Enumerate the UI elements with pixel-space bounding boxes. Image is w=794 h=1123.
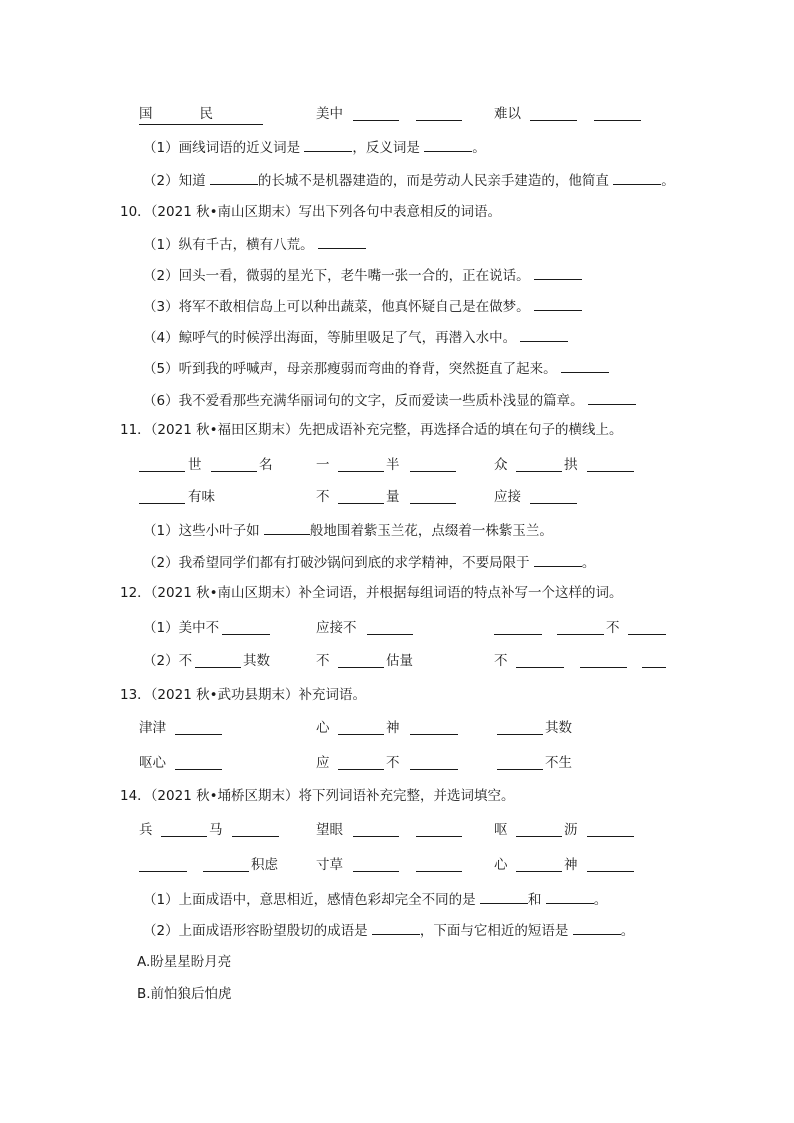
blank bbox=[338, 457, 384, 472]
blank bbox=[338, 755, 384, 770]
blank bbox=[530, 106, 577, 121]
blank bbox=[211, 457, 257, 472]
blank bbox=[494, 620, 542, 635]
blank bbox=[530, 489, 577, 504]
blank bbox=[416, 106, 462, 121]
blank bbox=[561, 358, 609, 373]
blank bbox=[516, 822, 562, 837]
blank bbox=[195, 653, 241, 668]
blank bbox=[318, 234, 366, 249]
blank bbox=[410, 755, 458, 770]
blank bbox=[139, 489, 185, 504]
blank bbox=[338, 653, 384, 668]
blank bbox=[480, 889, 528, 904]
blank bbox=[557, 620, 604, 635]
blank bbox=[587, 822, 634, 837]
blank bbox=[203, 857, 249, 872]
underlined-word-guo-min: 国 民 bbox=[139, 104, 263, 125]
blank bbox=[516, 457, 562, 472]
blank bbox=[587, 457, 634, 472]
blank bbox=[139, 857, 187, 872]
blank bbox=[139, 457, 185, 472]
blank bbox=[416, 857, 462, 872]
blank bbox=[264, 520, 310, 535]
word-meizhong: 美中 bbox=[316, 106, 343, 122]
blank bbox=[175, 720, 222, 735]
worksheet-page: 国 民 美中 难以 （1）画线词语的近义词是 ，反义词是 。 （2）知道 的长城不是机器建造的，而是劳动人民亲手建造的，他简直 。 10．（2021 秋•南山区期末）写出下列各句中表意相反的词语。 （1）纵有千古，横有八荒。 （2）回头一看，微弱的星光下，老牛嘴一张一合的，正在说话。 （3）将军不敢相信岛上可以种出蔬菜，他真怀疑自己是在做梦。 （4）鲸呼气的时候浮出海面，等肺里吸足了气，再潜入水中。 （5）听到我的呼喊声，母亲那瘦弱而弯曲的脊背，突然挺直了起来。 （6）我不爱看那些充满华丽词句的文字，反而爱读一些质朴浅显的篇章。 11．（2021 秋•福田区期末）先把成语补充完整，再选择合适的填在句子的横线上。 世 名 一 半 众 拱 有味 不 量 应接 （1）这些小叶子如 般地围着紫玉兰花，点缀着一株紫玉兰。 （2）我希望同学们都有打破沙锅问到底的求学精神，不要局限于 。 12．（2021 秋•南山区期末）补全词语，并根据每组词语的特点补写一个这样的词。 （1）美中不 应接不 不 （2）不 其数 不 估量 不 13．（2021 秋•武功县期末）补充词语。 津津 心 神 其数 呕心 应 不 不生 14．（2021 秋•埇桥区期末）将下列词语补充完整，并选词填空。 兵 马 望眼 呕 沥 积虑 寸草 心 神 （1）上面成语中，意思相近，感情色彩却完全不同的是 和 。 （2）上面成语形容盼望殷切的成语是 ，下面与它相近的短语是 。 A.盼星星盼月亮 B.前怕狼后怕虎 bbox=[120, 106, 675, 1002]
blank bbox=[613, 170, 661, 185]
blank bbox=[520, 327, 568, 342]
blank bbox=[410, 489, 456, 504]
blank bbox=[367, 620, 413, 635]
blank bbox=[580, 653, 627, 668]
blank bbox=[161, 822, 207, 837]
blank bbox=[497, 755, 543, 770]
blank bbox=[410, 457, 456, 472]
blank bbox=[424, 137, 472, 152]
blank bbox=[353, 822, 399, 837]
blank bbox=[410, 720, 458, 735]
blank bbox=[546, 889, 594, 904]
blank bbox=[534, 265, 582, 280]
blank bbox=[372, 920, 420, 935]
blank bbox=[232, 822, 279, 837]
blank bbox=[534, 552, 582, 567]
blank bbox=[642, 653, 666, 668]
blank bbox=[588, 390, 636, 405]
blank bbox=[210, 170, 258, 185]
blank bbox=[516, 857, 562, 872]
blank bbox=[353, 106, 399, 121]
blank bbox=[534, 296, 582, 311]
blank bbox=[175, 755, 222, 770]
blank bbox=[222, 620, 270, 635]
blank bbox=[338, 720, 384, 735]
blank bbox=[353, 857, 399, 872]
blank bbox=[516, 653, 564, 668]
blank bbox=[587, 857, 634, 872]
word-nanyi: 难以 bbox=[494, 106, 521, 122]
blank bbox=[628, 620, 666, 635]
blank bbox=[416, 822, 462, 837]
blank bbox=[497, 720, 543, 735]
blank bbox=[594, 106, 641, 121]
blank bbox=[338, 489, 384, 504]
blank bbox=[304, 137, 352, 152]
blank bbox=[573, 920, 621, 935]
